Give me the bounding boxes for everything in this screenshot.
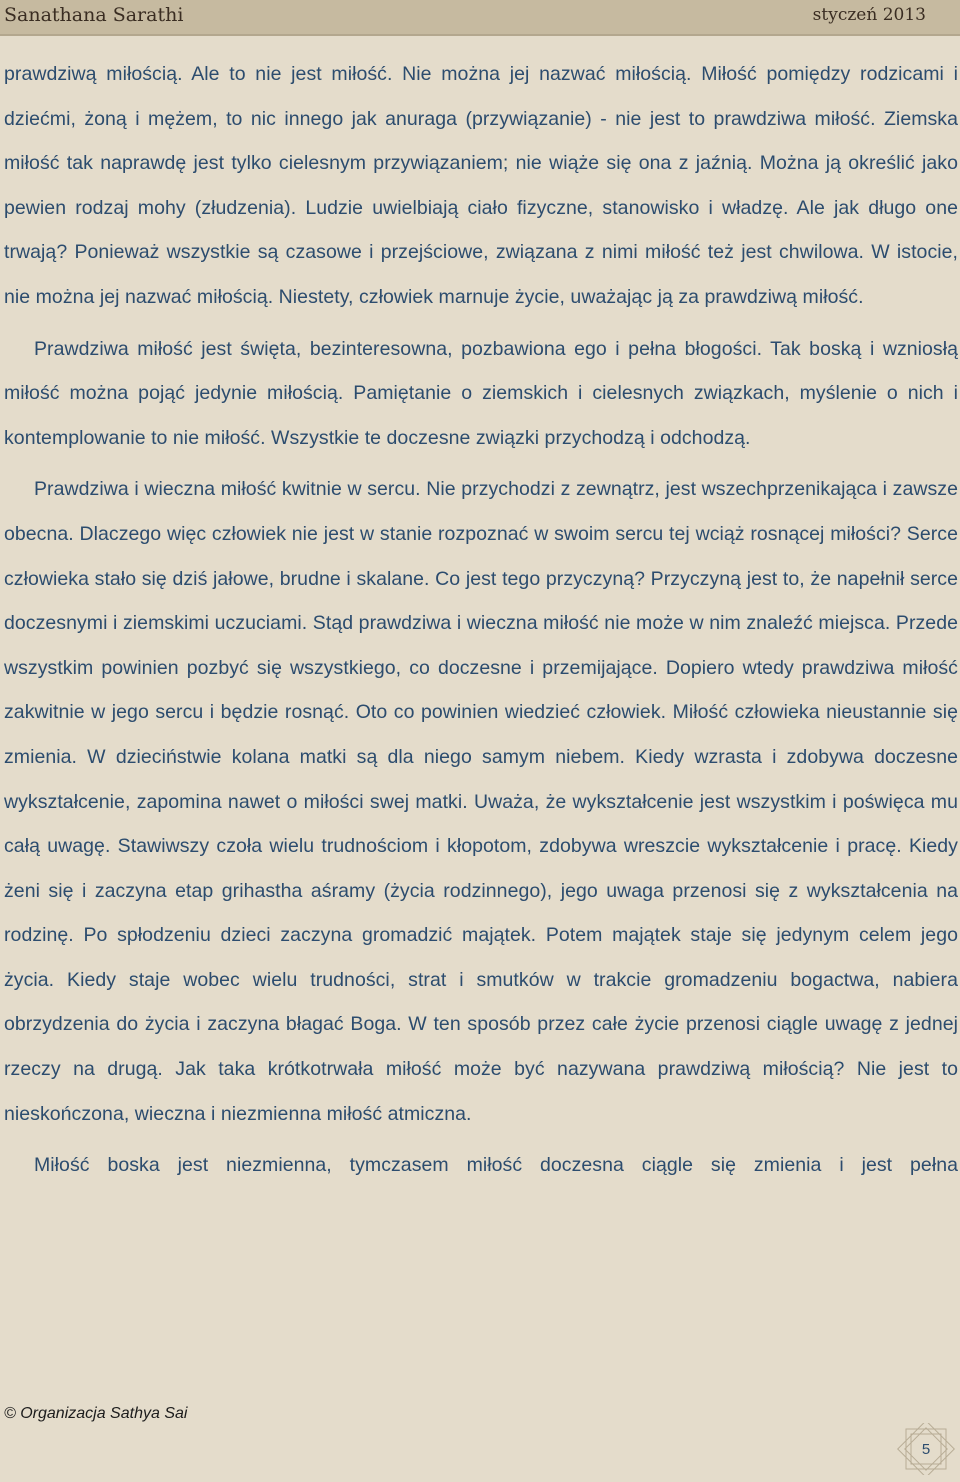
paragraph-1: prawdziwą miłością. Ale to nie jest miłość. Nie można jej nazwać miłością. Miłość pomiędzy rodzicami i dziećmi, żoną i mężem, to nic innego jak anuraga (przywiązanie) - nie jest to prawdziwa miłość. Ziemska miłość tak naprawdę jest tylko cielesnym przywiązaniem; nie wiąże się ona z jaźnią. Można ją określić jako pewien rodzaj mohy (złudzenia). Ludzie uwielbiają ciało fizyczne, stanowisko i władzę. Ale jak długo one trwają? Ponieważ wszystkie są czasowe i przejściowe, związana z nimi miłość też jest chwilowa. W istocie, nie można jej nazwać miłością. Niestety, człowiek marnuje życie, uważając ją za prawdziwą miłość. <box>4 63 958 308</box>
article-body <box>4 52 958 1188</box>
paragraph-3: Prawdziwa i wieczna miłość kwitnie w sercu. Nie przychodzi z zewnątrz, jest wszechprzenikająca i zawsze obecna. Dlaczego więc człowiek nie jest w stanie rozpoznać w swoim sercu tej wciąż rosnącej miłości? Serce człowieka stało się dziś jałowe, brudne i skalane. Co jest tego przyczyną? Przyczyną jest to, że napełnił serce doczesnymi i ziemskimi uczuciami. Stąd prawdziwa i wieczna miłość nie może w nim znaleźć miejsca. Przede wszystkim powinien pozbyć się wszystkiego, co doczesne i przemijające. Dopiero wtedy prawdziwa miłość zakwitnie w jego sercu i będzie rosnąć. Oto co powinien wiedzieć człowiek. Miłość człowieka nieustannie się zmienia. W dzieciństwie kolana matki są dla niego samym niebem. Kiedy wzrasta i zdobywa doczesne wykształcenie, zapomina nawet o miłości swej matki. Uważa, że wykształcenie jest wszystkim i poświęca mu całą uwagę. Stawiwszy czoła wielu trudnościom i kłopotom, zdobywa wreszcie wykształcenie i pracę. Kiedy żeni się i zaczyna etap grihastha aśramy (życia rodzinnego), jego uwaga przenosi się z wykształcenia na rodzinę. Po spłodzeniu dzieci zaczyna gromadzić majątek. Potem majątek staje się jedynym celem jego życia. Kiedy staje wobec wielu trudności, strat i smutków w trakcie gromadzeniu bogactwa, nabiera obrzydzenia do życia i zaczyna błagać Boga. W ten sposób przez całe życie przenosi ciągle uwagę z jednej rzeczy na drugą. Jak taka krótkotrwała miłość może być nazywana prawdziwą miłością? Nie jest to nieskończona, wieczna i niezmienna miłość atmiczna. <box>4 478 958 1125</box>
issue-date: styczeń 2013 <box>812 5 926 25</box>
paragraph-2: Prawdziwa miłość jest święta, bezinteresowna, pozbawiona ego i pełna błogości. Tak boską i wzniosłą miłość można pojąć jedynie miłością. Pamiętanie o ziemskich i cielesnych związkach, myślenie o nich i kontemplowanie to nie miłość. Wszystkie te doczesne związki przychodzą i odchodzą. <box>4 337 958 449</box>
page-header <box>0 0 960 34</box>
copyright-notice: © Organizacja Sathya Sai <box>4 1405 188 1422</box>
publication-title: Sanathana Sarathi <box>4 4 184 26</box>
page-number: 5 <box>921 1440 931 1458</box>
paragraph-4: Miłość boska jest niezmienna, tymczasem miłość doczesna ciągle się zmienia i jest pełna <box>34 1154 958 1177</box>
header-divider <box>0 34 960 36</box>
page-number-badge <box>897 1423 955 1475</box>
